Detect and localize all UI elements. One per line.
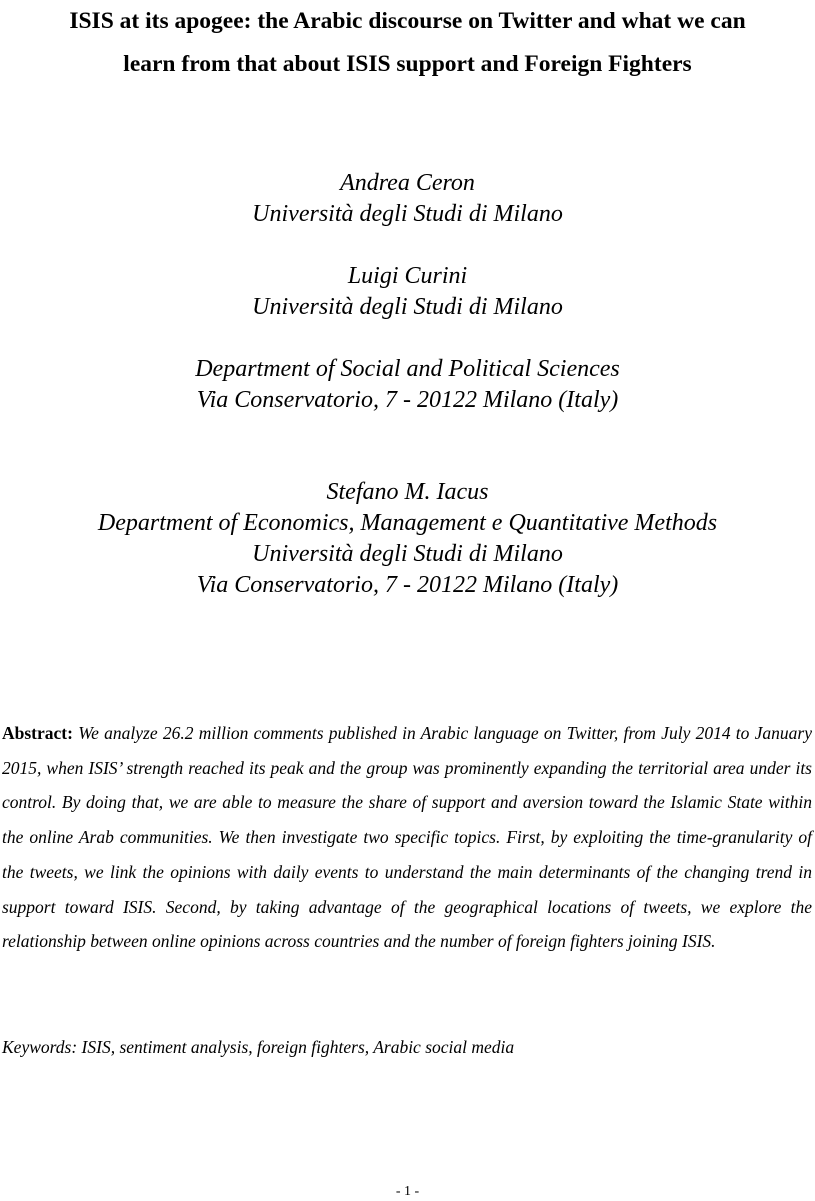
abstract: [2, 716, 812, 959]
author-department: Department of Economics, Management e Quantitative Methods: [97, 510, 718, 536]
author-affiliation: Università degli Studi di Milano: [252, 294, 563, 320]
author-name: Stefano M. Iacus: [326, 479, 489, 505]
author-address: Via Conservatorio, 7 - 20122 Milano (Italy): [196, 572, 619, 598]
author-affiliation: Università degli Studi di Milano: [252, 201, 563, 227]
author-name: Andrea Ceron: [340, 170, 475, 196]
keywords: Keywords: ISIS, sentiment analysis, foreign fighters, Arabic social media: [2, 1037, 515, 1057]
department-block: [0, 354, 815, 416]
author-affiliation: Università degli Studi di Milano: [252, 541, 563, 567]
page-number: - 1 -: [395, 1184, 420, 1199]
author-ceron: [0, 168, 815, 230]
author-curini: [0, 261, 815, 323]
department-address: Via Conservatorio, 7 - 20122 Milano (Italy): [196, 387, 619, 413]
author-name: Luigi Curini: [347, 263, 468, 289]
abstract-text: We analyze 26.2 million comments published in Arabic language on Twitter, from July 2014 to January 2015, when ISIS’ strength reached its peak and the group was prominently expanding the territorial area under its control. By doing that, we are able to measure the share of support and aversion toward the Islamic State within the online Arab communities. We then investigate two specific topics. First, by exploiting the time-granularity of the tweets, we link the opinions with daily events to understand the main determinants of the changing trend in support toward ISIS. Second, by taking advantage of the geographical locations of tweets, we explore the relationship between online opinions across countries and the number of foreign fighters joining ISIS.: [2, 723, 813, 952]
department-name: Department of Social and Political Sciences: [195, 356, 620, 382]
abstract-label: Abstract:: [2, 723, 73, 743]
author-iacus: [0, 477, 815, 601]
title-line-2: learn from that about ISIS support and Foreign Fighters: [123, 51, 692, 77]
title-line-1: ISIS at its apogee: the Arabic discourse on Twitter and what we can: [69, 8, 746, 34]
paper-title: [0, 0, 815, 86]
